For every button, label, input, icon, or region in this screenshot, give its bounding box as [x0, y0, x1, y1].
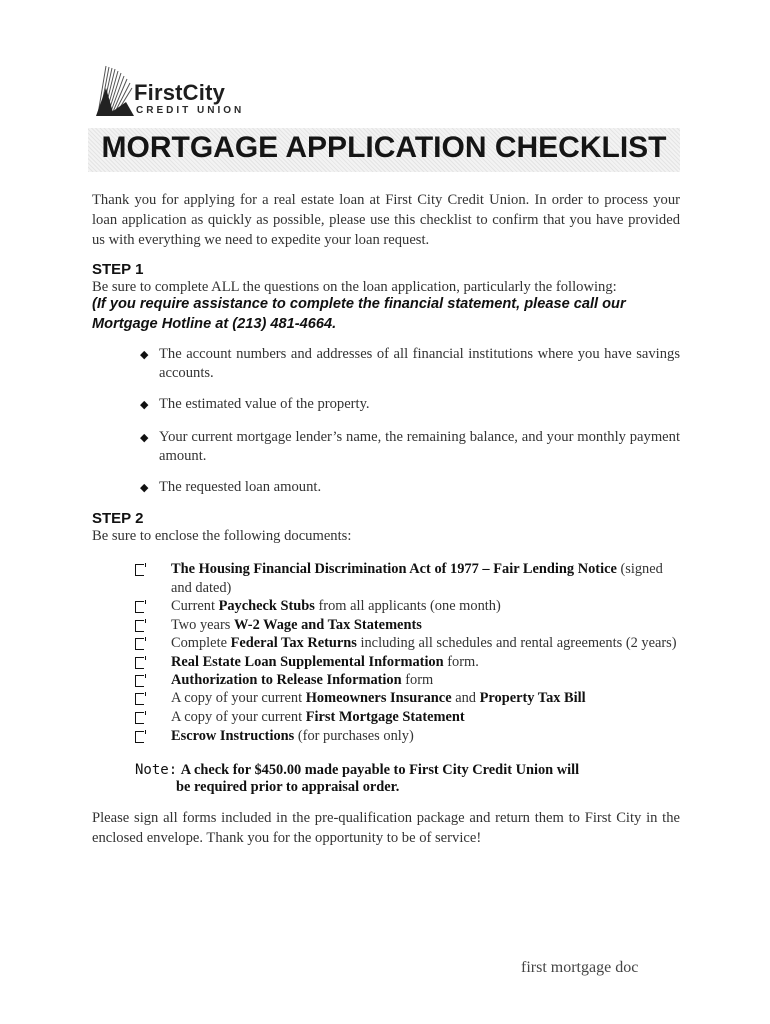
firstcity-logo [92, 60, 272, 120]
checklist-item[interactable]: A copy of your current Homeowners Insurance and Property Tax Bill [135, 689, 683, 708]
closing-paragraph: Please sign all forms included in the pre-qualification package and return them to First City in the enclosed envelope. Thank you for the opportunity to be of service! [92, 810, 680, 846]
list-item: ◆ The estimated value of the property. [140, 395, 680, 414]
checkbox-icon[interactable] [135, 675, 144, 687]
note-line2: be required prior to appraisal order. [176, 779, 400, 795]
checklist-item[interactable]: Escrow Instructions (for purchases only) [135, 727, 683, 746]
list-item: ◆ The account numbers and addresses of all financial institutions where you have savings accounts. [140, 346, 680, 381]
step1-instruction: Be sure to complete ALL the questions on the loan application, particularly the following: [92, 279, 617, 295]
page-title: MORTGAGE APPLICATION CHECKLIST [101, 131, 667, 164]
checkbox-icon[interactable] [135, 620, 144, 632]
checkbox-icon[interactable] [135, 657, 144, 669]
checklist-item[interactable]: The Housing Financial Discrimination Act of 1977 – Fair Lending Notice (signed and dated) [135, 560, 683, 598]
checkbox-icon[interactable] [135, 564, 144, 576]
list-item: ◆ Your current mortgage lender’s name, the remaining balance, and your monthly payment amount. [140, 429, 680, 464]
checkbox-icon[interactable] [135, 731, 144, 743]
list-item: ◆ The requested loan amount. [140, 478, 680, 497]
logo-name: FirstCity [134, 80, 226, 105]
checklist-item[interactable]: Authorization to Release Information form [135, 671, 683, 690]
note-line1: A check for $450.00 made payable to First City Credit Union will [180, 762, 580, 778]
logo-subtitle: CREDIT UNION [136, 105, 245, 116]
checkbox-icon[interactable] [135, 601, 144, 613]
diamond-bullet-icon: ◆ [140, 482, 149, 494]
checklist-item[interactable]: A copy of your current First Mortgage Statement [135, 708, 683, 727]
step2-instruction: Be sure to enclose the following documents: [92, 528, 352, 544]
intro-paragraph: Thank you for applying for a real estate loan at First City Credit Union. In order to process your loan application as quickly as possible, please use this checklist to confirm that you have provided us with everything we need to expedite your loan request. [92, 192, 680, 248]
diamond-bullet-icon: ◆ [140, 432, 149, 444]
checklist-item[interactable]: Two years W-2 Wage and Tax Statements [135, 616, 683, 635]
note-label: Note: [135, 762, 178, 778]
checkbox-icon[interactable] [135, 693, 144, 705]
footer-reference: first mortgage doc [521, 959, 639, 976]
step1-hotline-note: (If you require assistance to complete the financial statement, please call our Mortgage Hotline at (213) 481-4664. [92, 296, 626, 332]
step2-heading: STEP 2 [92, 510, 144, 527]
diamond-bullet-icon: ◆ [140, 399, 149, 411]
checkbox-icon[interactable] [135, 638, 144, 650]
diamond-bullet-icon: ◆ [140, 349, 149, 361]
fan-stripes-icon [92, 60, 138, 118]
step1-heading: STEP 1 [92, 261, 144, 278]
checkbox-icon[interactable] [135, 712, 144, 724]
fee-note [135, 760, 695, 780]
checklist-item[interactable]: Real Estate Loan Supplemental Information form. [135, 653, 683, 672]
checklist-item[interactable]: Complete Federal Tax Returns including all schedules and rental agreements (2 years) [135, 634, 683, 653]
checklist-item[interactable]: Current Paycheck Stubs from all applicants (one month) [135, 597, 683, 616]
